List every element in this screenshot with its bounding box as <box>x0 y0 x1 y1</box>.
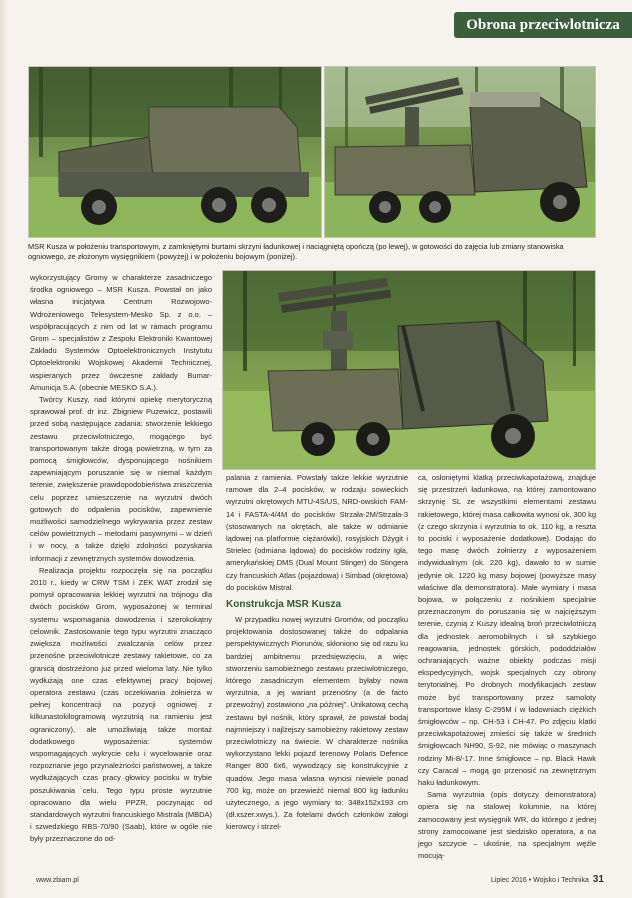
footer-issue-info <box>491 874 604 885</box>
section-heading: Konstrukcja MSR Kusza <box>226 599 342 611</box>
photo-caption: MSR Kusza w położeniu transportowym, z zamkniętymi burtami skrzyni ładunkowej i naciągniętą opończą (po lewej), w gotowości do zajęcia lub zmiany stanowiska ogniowego, ze złożonym wysięgnikiem (powyżej) i w położeniu bojowym (poniżej). <box>28 242 564 261</box>
page-number: 31 <box>592 874 604 885</box>
col1-paragraph-2: Twórcy Kuszy, nad którymi opiekę merytoryczną sprawował prof. dr inż. Zbigniew Puzewicz, postawili przed sobą następujące zadania: stworzenie lekkiego zestawu przeciwlotniczego, mogącego być transportowanym także drogą powietrzną, w tym za pomocą śmigłowców, dysponującego nośnikiem zapewniającym poruszanie się w niemal każdym terenie, zwiększenie prawdopodobieństwa zniszczenia celu poprzez umieszczenie na wyrzutni dwóch gotowych do odpalenia pocisków, zapewnienie możliwości samodzielnego wykrywania przez zestaw celów powietrznych – metodami pasywnymi – w dzień i w nocy, a także dzięki zdolności pozyskania informacji z zewnętrznych systemów dowodzenia. <box>30 395 212 563</box>
photo-ready-position <box>324 66 596 238</box>
text-column-3 <box>418 472 596 863</box>
footer-website: www.zbiam.pl <box>36 877 79 884</box>
photo-combat-position <box>222 270 596 470</box>
text-column-2 <box>226 472 408 834</box>
photo-transport-image <box>29 67 321 237</box>
col1-paragraph-1: wykorzystujący Gromy w charakterze zasadniczego środka ogniowego – MSR Kusza. Powstał on jako własna inicjatywa Centrum Rozwojowo-Wdrożeniowego Telesystem-Mesko Sp. z o.o. – współpracujących z nim od lat w ramach programu Grom – specjalistów z Zespołu Elektroniki Kwantowej Zakładu Systemów Optoelektronicznych Instytutu Optoelektroniki Wojskowej Akademii Technicznej, wspieranych przez ówczesne zakłady Bumar-Amunicja S.A. (obecnie MESKO S.A.). <box>30 273 212 392</box>
col3-paragraph-1: ca, osłoniętymi klatką przeciwkapotażową, znajduje się przestrzeń ładunkowa, na której zamontowano skrzynię SL ze wszystkimi elementami zestawu rakietowego, której masa całkowita wynosi ok. 300 kg (z czego skrzynia i wyrzutnia to ok. 110 kg, a reszta to pociski i wyposażenie dodatkowe). Dodając do tego masę dwóch żołnierzy z wyposażeniem indywidualnym (ok. 220 kg), dawało to w sumie jedynie ok. 1220 kg masy bojowej (powyższe masy właściwe dla demonstratora). Małe wymiary i masa bojowa, w połączeniu z nośnikiem specjalnie przeznaczonym do poruszania się w najcięższym terenie, czynią z Kuszy idealną broń przeciwlotniczą dla jednostek aeromobilnych i sił szybkiego reagowania, jednostek górskich, pododdziałów ochraniających ważne obiekty podczas misji ekspedycyjnych, wojsk specjalnych czy obrony terytorialnej. Po drobnych modyfikacjach zestaw może być transportowany przez samoloty transportowe klasy C-295M i w ładowniach ciężkich śmigłowców – np. CH-53 i CH-47. Po zdjęciu klatki przeciwkapotażowej zmieści się także w średnich śmigłowcach NH90, S-92, nie mówiąc o maszynach rodziny Mi-8/-17. Inne śmigłowce – np. Black Hawk czy Caracal – mogą go przenosić na zewnętrznym haku ładunkowym. <box>418 473 597 788</box>
scan-edge <box>0 0 8 898</box>
photo-transport-position <box>28 66 322 238</box>
col1-paragraph-3: Realizacja projektu rozpoczęła się na początku 2010 r., kiedy w CRW TSM i ZEK WAT zrodził się pomysł opracowania lekkiej wyrzutni na trójnogu dla dwóch pocisków Grom, wyposażonej w terminal systemu wspomagania dowodzenia i szerokokątny celownik. Zastosowanie tego typu wyrzutni znacząco zwiększa możliwości zwalczania celów przez przenośne przeciwlotnicze zestawy rakietowe, co za granicą dostrzeżono już przed wieloma laty. Nie tylko wydłużają one czas efektywnej pracy bojowej operatora zestawu (czas oczekiwania żołnierza w pełnej koncentracji na pozycji ogniowej z kilkunastokilogramową wyrzutnią na ramieniu jest ograniczony), ale umożliwiają także montaż dodatkowego wyposażenia: systemów wspomagających wykrycie celu i wycelowanie oraz rozpoznanie jego przynależności państwowej, a także wydłużających czas pracy głowicy pocisku w trybie poszukiwania celu. Tego typu proste wyrzutnie opracowano dla wielu PPZR, poczynając od standardowych wyrzutni francuskiego Mistrala (MBDA) i szwedzkiego RBS-70/90 (Saab), które w ogóle nie były przeznaczone do od- <box>30 565 212 844</box>
photo-ready-image <box>325 67 595 237</box>
col2-paragraph-1: palania z ramienia. Powstały także lekkie wyrzutnie ramowe dla 2–4 pocisków, w rodzaju sowieckich wyrzutni okrętowych MTU-4S/US, NRD-owskich FAM-14 i FASTA-4/4M do pocisków Strzała-2M/Strzała-3 (stosowanych na okrętach, ale także w odmianie lądowej na platformie ciężarówki), rosyjskich Dżygit i Strielec (odmiana lądowa) do pocisków rodziny Igła, amerykańskiej DMS (Dual Mount Stinger) do Stingera czy francuskich Atlas (pojazdowa) i Simbad (okrętowa) do pocisków Mistral. <box>226 473 408 592</box>
footer-issue: Lipiec 2016 • Wojsko i Technika <box>490 877 589 884</box>
col3-paragraph-2: Sama wyrzutnia (opis dotyczy demonstratora) opiera się na stalowej kolumnie, na której zamocowany jest wysięgnik WR, do którego z jednej strony zamocowane jest siedzisko operatora, a na jego szczycie – ukośnie, na specjalnym węźle mocują- <box>418 790 596 861</box>
col2-paragraph-2: W przypadku nowej wyrzutni Gromów, od początku projektowania dostosowanej także do odpalania perspektywicznych Piorunów, skłoniono się od razu ku bardziej ambitnemu przedsięwzięciu, a więc stworzeniu samobieżnego zestawu przeciwlotniczego, którego zasadniczym elementem byłaby nowa wyrzutnia, a jej wariant przenośny (a de facto przewoźny) zostawiono „na później”. Unikatową cechą zestawu był nośnik, który sprawił, że powstał bodaj najmniejszy i najlżejszy samobieżny rakietowy zestaw przeciwlotniczy na świecie. W charakterze nośnika wykorzystano lekki pojazd terenowy Polaris Defence Ranger 800 6x6, wywodzący się konstrukcyjnie z quadów. Jego masa własna wynosi niewiele ponad 700 kg, może on przewieźć niemal 800 kg ładunku użytecznego, a jego wymiary to: 348x152x193 cm (dł.xszer.xwys.). Za fotelami dwóch członków załogi kierowcy i strzel- <box>226 615 408 832</box>
text-column-1 <box>30 272 212 846</box>
section-title: Obrona przeciwlotnicza <box>454 12 632 38</box>
photo-combat-image <box>223 271 595 469</box>
